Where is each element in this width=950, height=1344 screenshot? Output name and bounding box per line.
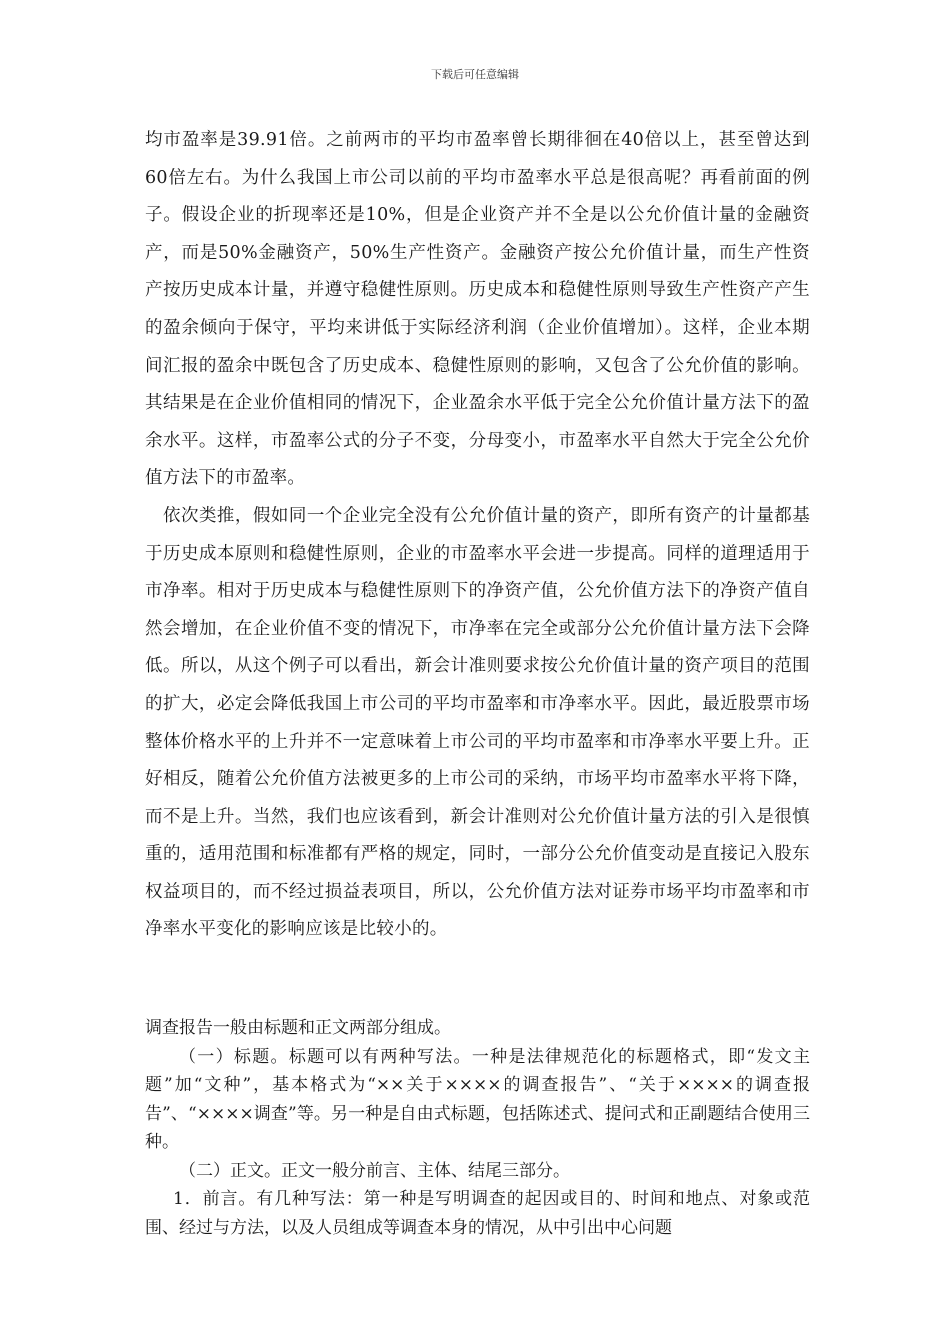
paragraph-by-analogy: 依次类推，假如同一个企业完全没有公允价值计量的资产，即所有资产的计量都基于历史成本原则和稳健性原则，企业的市盈率水平会进一步提高。同样的道理适用于市净率。相对于历史成本与稳健性原则下的净资产值，公允价值方法下的净资产值自然会增加，在企业价值不变的情况下，市净率在完全或部分公允价值计量方法下会降低。所以，从这个例子可以看出，新会计准则要求按公允价值计量的资产项目的范围的扩大，必定会降低我国上市公司的平均市盈率和市净率水平。因此，最近股票市场整体价格水平的上升并不一定意味着上市公司的平均市盈率和市净率水平要上升。正好相反，随着公允价值方法被更多的上市公司的采纳，市场平均市盈率水平将下降，而不是上升。当然，我们也应该看到，新会计准则对公允价值计量方法的引入是很慎重的，适用范围和标准都有严格的规定，同时，一部分公允价值变动是直接记入股东权益项目的，而不经过损益表项目，所以，公允价值方法对证券市场平均市盈率和市净率水平变化的影响应该是比较小的。 bbox=[145, 505, 810, 940]
paragraph-preface: 1．前言。有几种写法：第一种是写明调查的起因或目的、时间和地点、对象或范围、经过与方法，以及人员组成等调查本身的情况，从中引出中心问题 bbox=[145, 1189, 810, 1238]
paragraph-intro: 调查报告一般由标题和正文两部分组成。 bbox=[145, 1018, 451, 1038]
paragraph-pe-ratio: 均市盈率是39.91倍。之前两市的平均市盈率曾长期徘徊在40倍以上，甚至曾达到60倍左右。为什么我国上市公司以前的平均市盈率水平总是很高呢？再看前面的例子。假设企业的折现率还是10%，但是企业资产并不全是以公允价值计量的金融资产，而是50%金融资产，50%生产性资产。金融资产按公允价值计量，而生产性资产按历史成本计量，并遵守稳健性原则。历史成本和稳健性原则导致生产性资产产生的盈余倾向于保守，平均来讲低于实际经济利润（企业价值增加）。这样，企业本期间汇报的盈余中既包含了历史成本、稳健性原则的影响，又包含了公允价值的影响。其结果是在企业价值相同的情况下，企业盈余水平低于完全公允价值计量方法下的盈余水平。这样，市盈率公式的分子不变，分母变小，市盈率水平自然大于完全公允价值方法下的市盈率。 bbox=[145, 130, 810, 489]
report-guide-section bbox=[145, 1014, 810, 1242]
paragraph-body-rules: （二）正文。正文一般分前言、主体、结尾三部分。 bbox=[179, 1160, 570, 1181]
page-header: 下载后可任意编辑 bbox=[431, 68, 519, 81]
paragraph-title-rules: （一）标题。标题可以有两种写法。一种是法律规范化的标题格式，即“发文主题”加“文种”，基本格式为“××关于××××的调查报告”、“关于××××的调查报告”、“××××调查”等。另一种是自由式标题，包括陈述式、提问式和正副题结合使用三种。 bbox=[145, 1046, 810, 1152]
main-text-section bbox=[145, 122, 810, 949]
